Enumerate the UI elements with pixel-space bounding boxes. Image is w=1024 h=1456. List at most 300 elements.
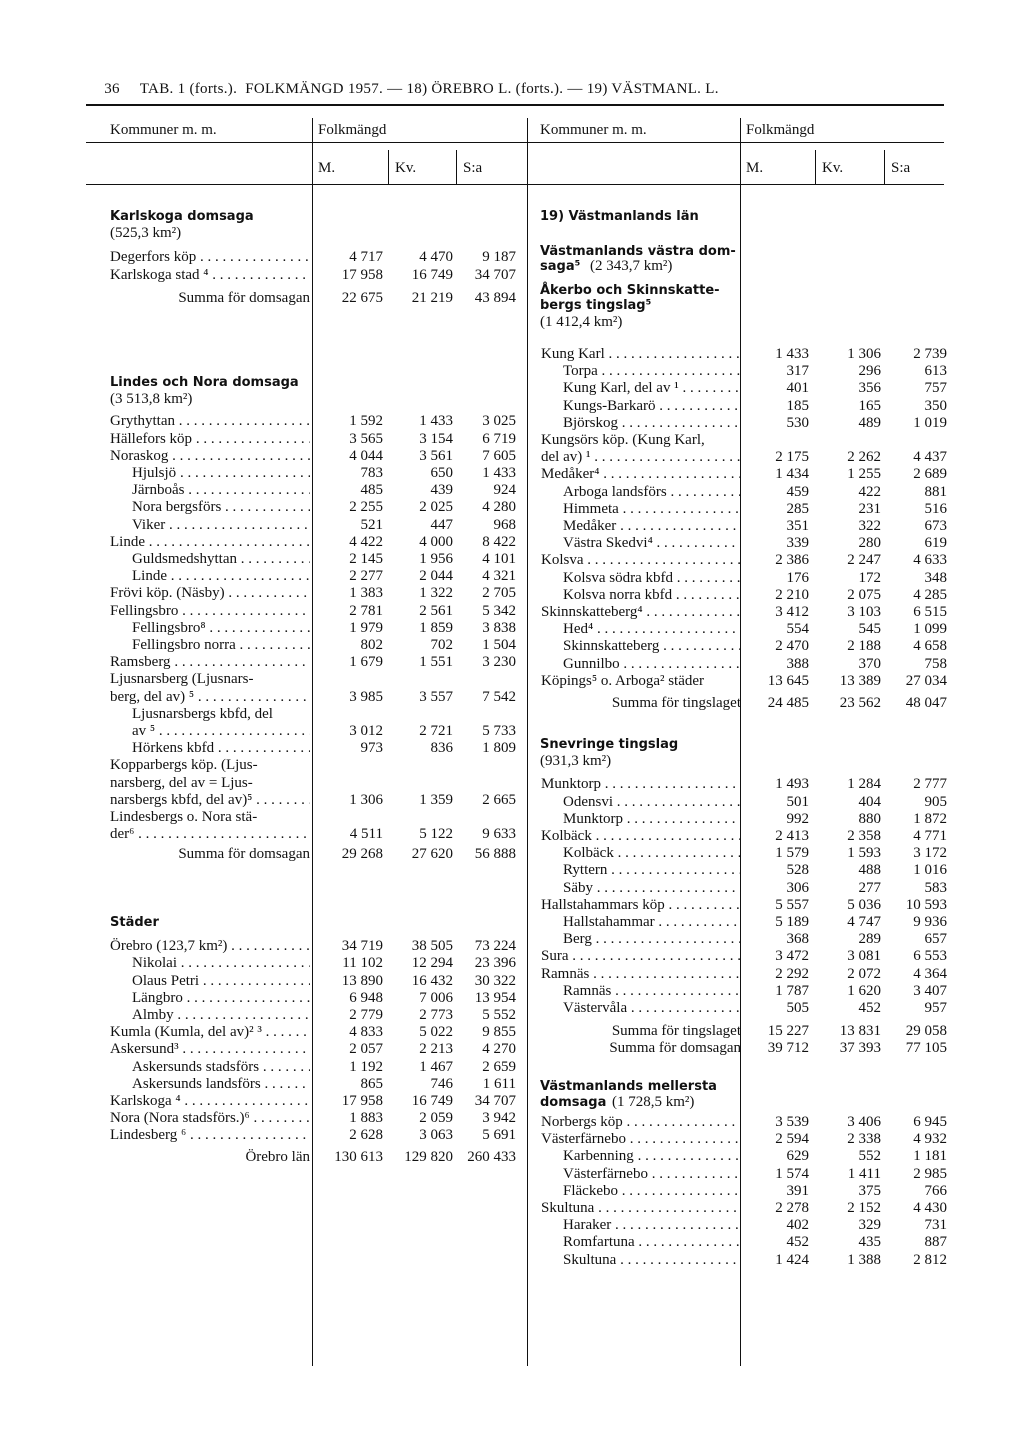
row-label-text: del av) ¹ . . .	[541, 449, 741, 466]
men-value: 2 292	[775, 965, 809, 982]
row-label-text: Ryttern . . .	[563, 862, 741, 879]
total-value: 9 936	[913, 914, 947, 930]
row-label	[563, 656, 741, 673]
total-value: 2 777	[913, 776, 947, 793]
total-value: 6 553	[913, 948, 947, 965]
table-row	[0, 723, 1024, 740]
row-label-text: Hed⁴ . . .	[563, 621, 741, 638]
table-row	[0, 1166, 1024, 1183]
page-title: TAB. 1 (forts.). FOLKMÄNGD 1957. — 18) ÖREBRO L. (forts.). — 19) VÄSTMANL. L.	[139, 81, 719, 97]
total-value: 4 364	[913, 965, 947, 982]
column-rule	[884, 150, 885, 184]
total-value: 6 719	[482, 430, 516, 447]
men-value: 3 472	[775, 948, 809, 965]
women-value: 13 389	[839, 672, 881, 689]
row-label-text: Medåker⁴ . . .	[541, 466, 741, 483]
row-label	[563, 845, 741, 862]
row-label-text: Hallstahammars köp . . .	[541, 897, 741, 914]
row-label	[110, 267, 310, 284]
total-value: 260 433	[467, 1148, 516, 1165]
row-label	[541, 966, 741, 983]
men-value: 388	[786, 655, 809, 672]
women-value: 2 059	[419, 1110, 453, 1127]
row-label-text: Säby . . .	[563, 880, 741, 897]
women-value: 4 747	[847, 914, 881, 930]
women-value: 16 432	[411, 972, 453, 989]
total-value: 1 872	[913, 810, 947, 827]
men-value: 5 557	[775, 896, 809, 913]
men-value: 17 958	[341, 266, 383, 283]
row-label-text: Karbenning . . .	[563, 1148, 741, 1165]
column-header-women: Kv.	[395, 160, 417, 176]
women-value: 702	[430, 637, 453, 653]
row-label-text: berg, del av) ⁵ . . .	[110, 689, 310, 706]
total-value: 673	[924, 518, 947, 534]
men-value: 528	[786, 862, 809, 879]
table-row	[0, 656, 1024, 673]
women-value: 1 467	[419, 1058, 453, 1075]
row-label-text: Kung Karl, del av ¹ . . .	[563, 380, 741, 397]
row-label-text: Almby . . .	[132, 1007, 310, 1024]
men-value: 1 787	[775, 982, 809, 999]
women-value: 488	[858, 862, 881, 879]
row-label	[541, 1131, 741, 1148]
total-value: 3 942	[482, 1110, 516, 1127]
men-value: 185	[786, 397, 809, 414]
total-value: 4 280	[482, 499, 516, 516]
section-area: (1 412,4 km²)	[540, 314, 623, 330]
total-value: 4 270	[482, 1041, 516, 1058]
row-label-text: Karlskoga stad ⁴ . . .	[110, 267, 310, 284]
row-label-text: Västerfärnebo . . .	[541, 1131, 741, 1148]
row-label-text: Arboga landsförs . . .	[563, 484, 741, 501]
row-label-text: Västerfärnebo . . .	[563, 1166, 741, 1183]
row-label-text: Torpa . . .	[563, 363, 741, 380]
total-value: 348	[924, 569, 947, 586]
men-value: 1 434	[775, 466, 809, 483]
page-number: 36	[104, 81, 120, 97]
section-title: Karlskoga domsaga	[110, 209, 254, 224]
section-area: (1 728,5 km²)	[612, 1094, 695, 1110]
table-row	[0, 346, 1024, 363]
column-header-total: S:a	[891, 160, 911, 176]
row-label-text: Guldsmedshyttan . . .	[132, 551, 310, 568]
men-value: 5 189	[775, 914, 809, 930]
women-value: 7 006	[419, 989, 453, 1006]
women-value: 3 561	[419, 447, 453, 464]
row-label-text: Ramnäs . . .	[541, 966, 741, 983]
row-label-text: Fellingsbro . . .	[110, 603, 310, 620]
row-label-text: narsbergs kbfd, del av)⁵ . . .	[110, 792, 310, 809]
women-value: 545	[858, 621, 881, 638]
row-label-text: av ⁵ . . .	[132, 723, 310, 740]
women-value: 1 551	[419, 654, 453, 671]
men-value: 2 413	[775, 828, 809, 844]
sum-row	[0, 695, 1024, 712]
total-value: 73 224	[474, 938, 516, 955]
section-area: (525,3 km²)	[110, 225, 182, 242]
total-value: 905	[924, 793, 947, 810]
row-label-text: Sura . . .	[541, 948, 741, 965]
table-row	[0, 501, 1024, 518]
row-label-text: Medåker . . .	[563, 518, 741, 535]
row-label-text: Fellingsbro⁸ . . .	[132, 620, 310, 637]
row-label-text: Västervåla . . .	[563, 1000, 741, 1017]
men-value: 1 883	[349, 1110, 383, 1127]
women-value: 5 036	[847, 896, 881, 913]
total-value: 350	[924, 397, 947, 414]
row-label	[563, 398, 741, 415]
total-value: 34 707	[474, 1093, 516, 1109]
row-label-text: Ramsberg . . .	[110, 654, 310, 671]
men-value: 865	[360, 1075, 383, 1092]
row-label	[563, 638, 741, 655]
men-value: 2 277	[349, 568, 383, 585]
total-value: 5 691	[482, 1127, 516, 1144]
men-value: 15 227	[767, 1023, 809, 1040]
table-row	[0, 862, 1024, 879]
row-label-text: Munktorp . . .	[541, 776, 741, 793]
men-value: 1 383	[349, 585, 383, 602]
row-label	[110, 249, 310, 266]
row-label-text: Degerfors köp . . .	[110, 249, 310, 266]
column-rule	[388, 150, 389, 184]
column-rule	[456, 150, 457, 184]
men-value: 29 268	[341, 846, 383, 863]
total-value: 7 605	[482, 447, 516, 464]
total-value: 1 611	[482, 1075, 516, 1092]
women-value: 16 749	[411, 266, 453, 283]
total-value: 5 733	[482, 723, 516, 739]
table-row	[0, 1093, 1024, 1110]
row-label-line: Ljusnarsberg (Ljusnars-	[110, 671, 254, 688]
women-value: 1 411	[847, 1165, 881, 1182]
women-value: 2 072	[847, 965, 881, 982]
table-row	[0, 1148, 1024, 1165]
men-value: 17 958	[341, 1093, 383, 1109]
women-value: 5 022	[419, 1024, 453, 1041]
sum-label: Summa för domsagan	[178, 289, 310, 306]
total-value: 2 812	[913, 1251, 947, 1268]
row-label-text: Askersund³ . . .	[110, 1041, 310, 1058]
row-label	[563, 914, 741, 931]
total-value: 4 932	[913, 1131, 947, 1148]
table-row	[0, 914, 1024, 931]
row-label-text: Askersunds stadsförs . . .	[132, 1059, 310, 1076]
total-value: 3 172	[913, 845, 947, 862]
total-value: 758	[924, 655, 947, 672]
row-label	[563, 1252, 741, 1269]
men-value: 2 594	[775, 1131, 809, 1148]
women-value: 280	[858, 535, 881, 552]
row-label	[541, 948, 741, 965]
men-value: 521	[360, 516, 383, 533]
men-value: 485	[360, 482, 383, 499]
women-value: 1 322	[419, 585, 453, 602]
row-label-text: Grythyttan . . .	[110, 413, 310, 430]
total-value: 1 504	[482, 637, 516, 653]
women-value: 1 433	[419, 413, 453, 430]
column-header-men: M.	[318, 160, 336, 176]
total-value: 48 047	[905, 695, 947, 711]
total-value: 2 985	[913, 1165, 947, 1182]
men-value: 24 485	[767, 695, 809, 711]
sum-label: Summa för tingslaget	[611, 695, 741, 711]
women-value: 3 081	[847, 948, 881, 965]
men-value: 3 412	[775, 604, 809, 620]
women-value: 2 044	[419, 568, 453, 585]
total-value: 4 101	[482, 551, 516, 567]
women-value: 1 306	[847, 346, 881, 362]
men-value: 1 424	[775, 1251, 809, 1268]
total-value: 1 019	[913, 414, 947, 431]
men-value: 339	[786, 535, 809, 552]
women-value: 231	[858, 500, 881, 517]
row-label	[563, 380, 741, 397]
total-value: 1 433	[482, 465, 516, 481]
men-value: 2 470	[775, 638, 809, 655]
men-value: 1 433	[775, 346, 809, 362]
table-row	[0, 621, 1024, 638]
men-value: 1 979	[349, 619, 383, 636]
women-value: 2 025	[419, 499, 453, 516]
men-value: 2 145	[349, 551, 383, 567]
men-value: 2 628	[349, 1127, 383, 1144]
row-label-text: Lindesberg ⁶ . . .	[110, 1127, 310, 1144]
women-value: 129 820	[404, 1148, 453, 1165]
row-label-line: Ljusnarsbergs kbfd, del	[132, 705, 273, 722]
row-label-text: Järnboås . . .	[132, 482, 310, 499]
total-value: 3 230	[482, 654, 516, 671]
women-value: 4 470	[419, 249, 453, 266]
row-label	[563, 484, 741, 501]
total-value: 27 034	[905, 672, 947, 689]
men-value: 973	[360, 740, 383, 757]
total-value: 9 633	[482, 826, 516, 843]
row-label-text: Kolsva . . .	[541, 552, 741, 569]
total-value: 9 855	[482, 1024, 516, 1041]
men-value: 2 255	[349, 499, 383, 516]
total-value: 9 187	[482, 249, 516, 266]
men-value: 285	[786, 500, 809, 517]
row-rule	[86, 184, 944, 185]
column-rule	[815, 150, 816, 184]
row-label-text: Romfartuna . . .	[563, 1234, 741, 1251]
women-value: 1 956	[419, 551, 453, 567]
table-row	[0, 811, 1024, 828]
page-header	[88, 64, 719, 115]
total-value: 29 058	[905, 1023, 947, 1040]
men-value: 368	[786, 931, 809, 948]
row-label	[132, 740, 310, 757]
men-value: 554	[786, 621, 809, 638]
men-value: 34 719	[341, 938, 383, 955]
men-value: 992	[786, 810, 809, 827]
row-label	[541, 776, 741, 793]
row-label-text: Karlskoga ⁴ . . .	[110, 1093, 310, 1110]
men-value: 1 493	[775, 776, 809, 793]
women-value: 447	[430, 516, 453, 533]
men-value: 13 890	[341, 972, 383, 989]
row-label	[563, 983, 741, 1000]
row-label	[563, 1148, 741, 1165]
women-value: 1 620	[847, 982, 881, 999]
column-header-right: Kommuner m. m.	[540, 122, 647, 138]
women-value: 650	[430, 465, 453, 481]
row-label-text: Kolsva södra kbfd . . .	[563, 570, 741, 587]
total-value: 957	[924, 1000, 947, 1016]
men-value: 2 210	[775, 586, 809, 603]
women-value: 16 749	[411, 1093, 453, 1109]
section-area: (931,3 km²)	[540, 753, 612, 770]
row-label-text: Himmeta . . .	[563, 501, 741, 518]
women-value: 375	[858, 1182, 881, 1199]
total-value: 34 707	[474, 266, 516, 283]
table-row	[0, 880, 1024, 897]
row-label-text: Hjulsjö . . .	[132, 465, 310, 482]
total-value: 1 181	[913, 1148, 947, 1165]
sum-label: Örebro län	[245, 1148, 310, 1165]
total-value: 657	[924, 931, 947, 948]
men-value: 351	[786, 518, 809, 534]
total-value: 1 016	[913, 862, 947, 879]
total-value: 4 285	[913, 586, 947, 603]
men-value: 306	[786, 879, 809, 896]
sum-label: Summa för domsagan	[178, 846, 310, 863]
total-value: 757	[924, 380, 947, 397]
row-label	[541, 1114, 741, 1131]
table-row	[0, 1076, 1024, 1093]
table-row	[0, 604, 1024, 621]
table-row	[0, 484, 1024, 501]
total-value: 924	[493, 482, 516, 499]
row-label	[563, 1183, 741, 1200]
table-row	[0, 535, 1024, 552]
row-label-text: Skinnskatteberg⁴ . . .	[541, 604, 741, 621]
women-value: 880	[858, 810, 881, 827]
women-value: 322	[858, 518, 881, 534]
women-value: 1 593	[847, 845, 881, 862]
women-value: 452	[858, 1000, 881, 1016]
total-value: 77 105	[905, 1040, 947, 1057]
table-row	[0, 828, 1024, 845]
row-label-text: Längbro . . .	[132, 990, 310, 1007]
women-value: 2 561	[419, 602, 453, 619]
total-value: 881	[924, 483, 947, 500]
women-value: 1 859	[419, 619, 453, 636]
women-value: 1 359	[419, 791, 453, 808]
women-value: 552	[858, 1148, 881, 1165]
women-value: 435	[858, 1234, 881, 1251]
men-value: 130 613	[334, 1148, 383, 1165]
men-value: 505	[786, 1000, 809, 1016]
women-value: 1 388	[847, 1251, 881, 1268]
row-rule	[86, 142, 944, 143]
row-label-text: Munktorp . . .	[563, 811, 741, 828]
total-value: 619	[924, 535, 947, 552]
men-value: 4 511	[349, 826, 383, 843]
women-value: 3 154	[419, 430, 453, 447]
table-row	[0, 363, 1024, 380]
section-title: Västmanlands mellersta	[540, 1079, 717, 1094]
row-label-text: Kolsva norra kbfd . . .	[563, 587, 741, 604]
women-value: 439	[430, 482, 453, 499]
row-label	[110, 431, 310, 448]
row-label-line: Kungsörs köp. (Kung Karl,	[541, 432, 705, 448]
men-value: 783	[360, 465, 383, 481]
total-value: 3 838	[482, 619, 516, 636]
women-value: 2 075	[847, 586, 881, 603]
total-value: 583	[924, 879, 947, 896]
men-value: 3 539	[775, 1114, 809, 1130]
total-value: 5 552	[482, 1007, 516, 1023]
row-label-text: Frövi köp. (Näsby) . . .	[110, 585, 310, 602]
table-row	[0, 415, 1024, 432]
row-label	[541, 346, 741, 363]
row-label	[563, 1000, 741, 1017]
total-value: 1 809	[482, 740, 516, 757]
table-row	[0, 983, 1024, 1000]
row-label-text: Örebro (123,7 km²) . . .	[110, 938, 310, 955]
table-row	[0, 552, 1024, 569]
row-label	[563, 862, 741, 879]
table-row	[0, 1114, 1024, 1131]
women-value: 172	[858, 569, 881, 586]
total-value: 766	[924, 1182, 947, 1199]
women-value: 2 188	[847, 638, 881, 655]
women-value: 296	[858, 363, 881, 380]
women-value: 2 152	[847, 1200, 881, 1216]
table-row	[0, 431, 1024, 448]
row-label-text: Kolbäck . . .	[563, 845, 741, 862]
total-value: 516	[924, 500, 947, 517]
section-title: Lindes och Nora domsaga	[110, 375, 299, 390]
section-title: Snevringe tingslag	[540, 737, 679, 752]
total-value: 23 396	[474, 955, 516, 972]
men-value: 1 306	[349, 791, 383, 808]
column-header-left: Kommuner m. m.	[110, 122, 217, 138]
row-label-text: Askersunds landsförs . . .	[132, 1076, 310, 1093]
column-header-group: Folkmängd	[746, 122, 815, 138]
section-area: (3 513,8 km²)	[110, 391, 193, 408]
women-value: 370	[858, 655, 881, 672]
row-label	[541, 552, 741, 569]
row-label-text: Berg . . .	[563, 931, 741, 948]
total-value: 6 945	[913, 1114, 947, 1130]
total-value: 3 407	[913, 982, 947, 999]
row-label-text: Skinnskatteberg . . .	[563, 638, 741, 655]
table-row	[0, 466, 1024, 483]
total-value: 3 025	[482, 413, 516, 430]
row-rule	[86, 104, 944, 106]
section-area: (2 343,7 km²)	[590, 258, 673, 274]
table-row	[0, 449, 1024, 466]
women-value: 1 255	[847, 466, 881, 483]
column-header-total: S:a	[463, 160, 483, 176]
women-value: 836	[430, 740, 453, 757]
section-title: bergs tingslag⁵	[540, 298, 652, 313]
row-label	[541, 449, 741, 466]
total-value: 1 099	[913, 621, 947, 638]
row-label	[541, 828, 741, 845]
women-value: 165	[858, 397, 881, 414]
total-value: 2 689	[913, 466, 947, 483]
column-header-men: M.	[746, 160, 764, 176]
total-value: 613	[924, 363, 947, 380]
men-value: 22 675	[341, 289, 383, 306]
women-value: 2 773	[419, 1007, 453, 1023]
table-row	[0, 966, 1024, 983]
